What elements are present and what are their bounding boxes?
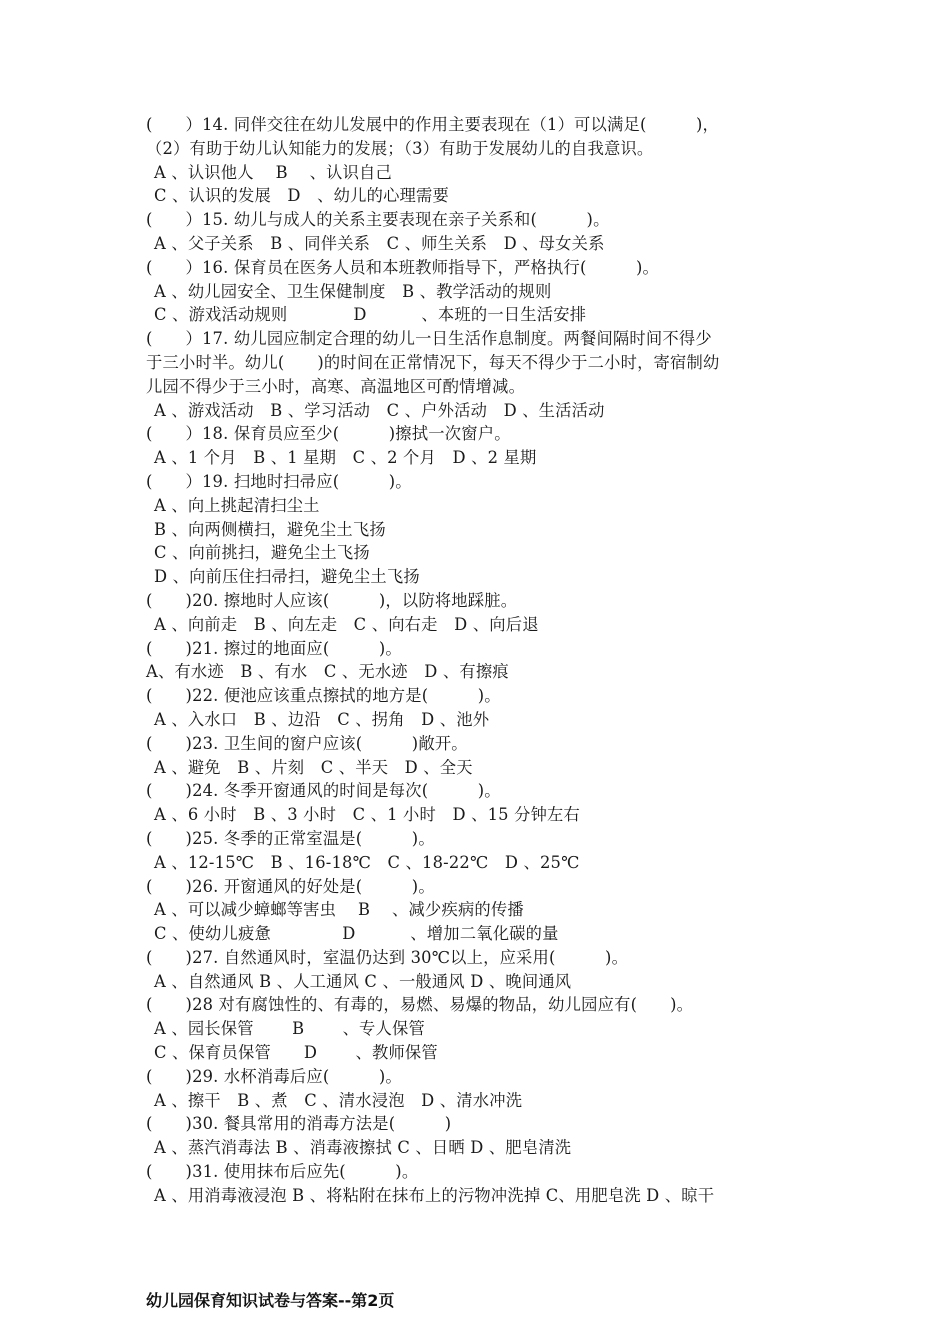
text-line: C 、认识的发展 D 、幼儿的心理需要 — [154, 186, 449, 206]
question-line: ( )24. 冬季开窗通风的时间是每次( )。 — [146, 781, 501, 801]
question-line: ( ）17. 幼儿园应制定合理的幼儿一日生活作息制度。两餐间隔时间不得少 — [146, 329, 712, 349]
text-line: （2）有助于幼儿认知能力的发展；（3）有助于发展幼儿的自我意识。 — [146, 138, 654, 158]
text-line: A 、蒸汽消毒法 B 、消毒液擦拭 C 、日晒 D 、肥皂清洗 — [154, 1138, 572, 1158]
text-line: A 、可以减少蟑螂等害虫 B 、减少疾病的传播 — [154, 900, 524, 920]
text-line: C 、使幼儿疲惫 D 、增加二氧化碳的量 — [154, 924, 559, 944]
text-line: D 、向前压住扫帚扫，避免尘土飞扬 — [154, 567, 420, 587]
text-line: A 、避免 B 、片刻 C 、半天 D 、全天 — [154, 757, 473, 777]
question-line: ( )28 对有腐蚀性的、有毒的，易燃、易爆的物品，幼儿园应有( )。 — [146, 995, 694, 1015]
text-line: A、有水迹 B 、有水 C 、无水迹 D 、有擦痕 — [146, 662, 509, 682]
question-line: ( )22. 便池应该重点擦拭的地方是( )。 — [146, 686, 501, 706]
question-line: ( ）14. 同伴交往在幼儿发展中的作用主要表现在（1）可以满足( )， — [146, 115, 720, 134]
question-line: ( )21. 擦过的地面应( )。 — [146, 638, 402, 658]
question-line: ( )25. 冬季的正常室温是( )。 — [146, 828, 435, 848]
text-line: A 、入水口 B 、边沿 C 、拐角 D 、池外 — [154, 709, 490, 729]
text-line: A 、认识他人 B 、认识自己 — [154, 162, 393, 182]
question-line: ( ）15. 幼儿与成人的关系主要表现在亲子关系和( )。 — [146, 210, 610, 230]
text-line: A 、游戏活动 B 、学习活动 C 、户外活动 D 、生活活动 — [154, 400, 605, 420]
text-line: C 、向前挑扫，避免尘土飞扬 — [154, 543, 370, 563]
page-footer: 幼儿园保育知识试卷与答案--第2页 — [146, 1291, 395, 1310]
text-line: 于三小时半。幼儿( )的时间在正常情况下，每天不得少于二小时，寄宿制幼 — [146, 352, 720, 372]
question-line: ( ）19. 扫地时扫帚应( )。 — [146, 471, 412, 491]
text-line: A 、用消毒液浸泡 B 、将粘附在抹布上的污物冲洗掉 C、用肥皂洗 D 、晾干 — [154, 1185, 715, 1205]
text-line: A 、自然通风 B 、人工通风 C 、一般通风 D 、晚间通风 — [154, 971, 572, 991]
text-line: C 、游戏活动规则 D 、本班的一日生活安排 — [154, 305, 587, 325]
question-text-block — [146, 113, 816, 1208]
question-line: ( ）16. 保育员在医务人员和本班教师指导下，严格执行( )。 — [146, 257, 660, 277]
text-line: A 、向前走 B 、向左走 C 、向右走 D 、向后退 — [154, 614, 539, 634]
text-line: A 、父子关系 B 、同伴关系 C 、师生关系 D 、母女关系 — [154, 233, 605, 253]
text-line: A 、1 个月 B 、1 星期 C 、2 个月 D 、2 星期 — [154, 448, 537, 468]
question-line: ( )30. 餐具常用的消毒方法是( ) — [146, 1114, 452, 1134]
text-line: A 、6 小时 B 、3 小时 C 、1 小时 D 、15 分钟左右 — [154, 805, 581, 825]
text-line: A 、12-15℃ B 、16-18℃ C 、18-22℃ D 、25℃ — [154, 852, 580, 872]
question-line: ( )29. 水杯消毒后应( )。 — [146, 1066, 402, 1086]
question-line: ( )26. 开窗通风的好处是( )。 — [146, 876, 435, 896]
question-line: ( ）18. 保育员应至少( )擦拭一次窗户。 — [146, 424, 511, 444]
text-line: B 、向两侧横扫，避免尘土飞扬 — [154, 519, 386, 539]
question-line: ( )31. 使用抹布后应先( )。 — [146, 1162, 419, 1182]
text-line: A 、园长保管 B 、专人保管 — [154, 1019, 425, 1039]
text-line: A 、向上挑起清扫尘土 — [154, 495, 320, 515]
question-line: ( )23. 卫生间的窗户应该( )敞开。 — [146, 733, 468, 753]
question-line: ( )27. 自然通风时，室温仍达到 30℃以上，应采用( )。 — [146, 947, 629, 967]
question-line: ( )20. 擦地时人应该( )，以防将地踩脏。 — [146, 590, 518, 610]
text-line: 儿园不得少于三小时，高寒、高温地区可酌情增减。 — [146, 376, 526, 396]
text-line: A 、擦干 B 、煮 C 、清水浸泡 D 、清水冲洗 — [154, 1090, 523, 1110]
text-line: C 、保育员保管 D 、教师保管 — [154, 1043, 438, 1063]
text-line: A 、幼儿园安全、卫生保健制度 B 、教学活动的规则 — [154, 281, 552, 301]
